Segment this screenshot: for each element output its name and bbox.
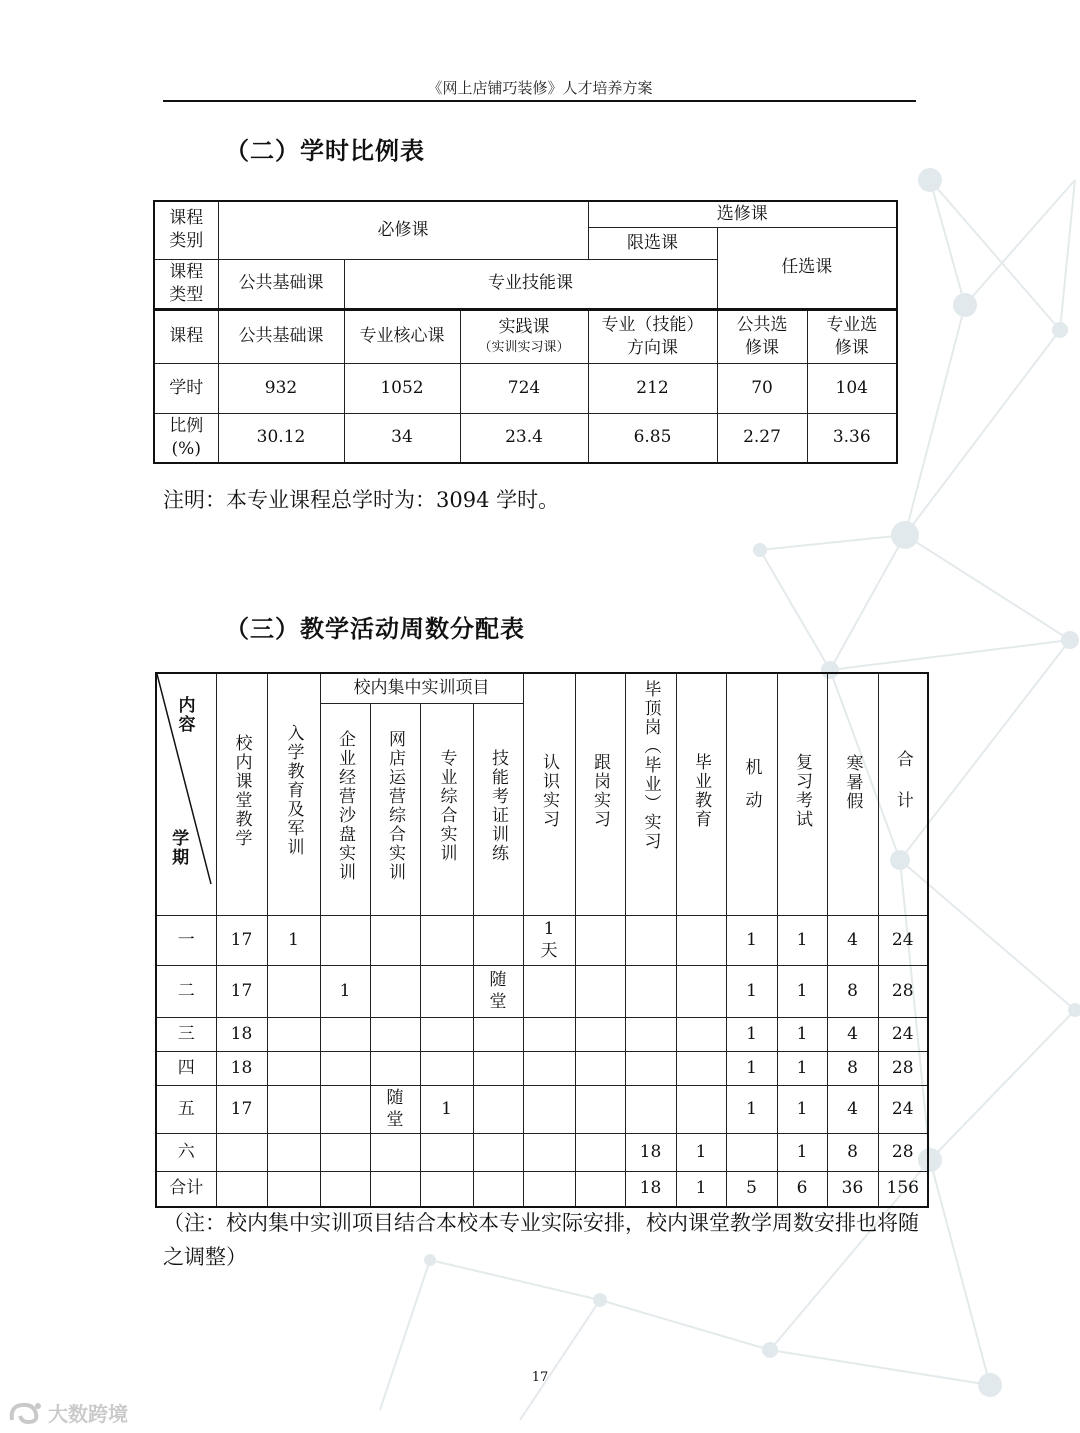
cell-skillcert [473,1171,523,1207]
cell-cognition [523,915,575,965]
cell-follow [575,1017,625,1051]
hours-value: 1052 [344,363,460,413]
hdr-skillcert [473,703,523,915]
cell-gradedu [676,965,726,1017]
cell-flex: 1 [726,1085,777,1133]
corner-cell [156,673,216,915]
cell-shop [370,965,420,1017]
cell-comprehensive [420,1017,473,1051]
cell-comprehensive [420,915,473,965]
hdr-follow-text: 跟岗实习 [590,752,611,829]
hdr-graduation-text: 毕顶岗（毕业）实习 [640,680,661,851]
hdr-vacation [827,673,878,915]
hdr-entry-text: 入学教育及军训 [283,724,304,858]
hdr-cognition-text: 认识实习 [539,752,560,829]
cell-exam: 1 [777,1133,827,1171]
hdr-sand [320,703,370,915]
category-label-cell [154,201,218,259]
page-number: 17 [531,1370,549,1385]
cell-classroom: 18 [216,1017,267,1051]
cell-entry [267,965,320,1017]
limited-elective-cell: 限选课 [588,227,717,259]
course-practice-subtitle: （实训实习课） [478,340,570,356]
corner-bottom-text: 学期 [168,828,189,867]
hdr-gradedu-text: 毕业教育 [691,752,712,829]
cell-classroom: 17 [216,1085,267,1133]
cell-comprehensive [420,1133,473,1171]
section2-title: （二）学时比例表 [225,136,425,165]
cell-comprehensive: 1 [420,1085,473,1133]
logo-text: 大数跨境 [48,1402,128,1426]
cell-classroom [216,1133,267,1171]
cell-classroom: 17 [216,965,267,1017]
weeks-row [156,1051,928,1085]
cell-shop [370,1017,420,1051]
cell-shop [370,915,420,965]
course-direction [588,309,717,363]
weeks-row [156,1171,928,1207]
hdr-entry [267,673,320,915]
cell-term: 二 [156,965,216,1017]
cell-follow [575,1133,625,1171]
cell-vacation: 8 [827,965,878,1017]
corner-top-text: 内容 [174,696,195,734]
corner-top-label [173,696,195,740]
cell-sand [320,1051,370,1085]
hdr-gradedu [676,673,726,915]
cell-flex: 1 [726,1017,777,1051]
cell-exam: 1 [777,1051,827,1085]
cell-shop [370,1085,420,1133]
weeks-row [156,1133,928,1171]
cell-entry [267,1017,320,1051]
cell-total: 24 [878,915,928,965]
cell-skillcert [473,965,523,1017]
hours-label-cell: 学时 [154,363,218,413]
cell-entry [267,1051,320,1085]
course-core: 专业核心课 [344,309,460,363]
weeks-row [156,1017,928,1051]
hdr-total-text: 合计 [892,749,913,832]
hdr-total [878,673,928,915]
cell-comprehensive [420,1171,473,1207]
cell-gradedu [676,1051,726,1085]
cell-exam: 1 [777,1017,827,1051]
cell-exam: 1 [777,1085,827,1133]
cell-entry [267,1171,320,1207]
cell-vacation: 36 [827,1171,878,1207]
hdr-classroom-text: 校内课堂教学 [231,733,252,848]
cell-shop [370,1133,420,1171]
course-public-elective [717,309,807,363]
cell-sand [320,1171,370,1207]
cell-term: 六 [156,1133,216,1171]
hdr-follow [575,673,625,915]
cell-gradedu [676,915,726,965]
cell-follow [575,1085,625,1133]
required-course-cell: 必修课 [218,201,588,259]
cell-graduation: 18 [625,1133,676,1171]
cell-sand: 1 [320,965,370,1017]
cell-term: 一 [156,915,216,965]
course-major-elective-text: 专业选修课 [826,314,878,358]
course-direction-text: 专业（技能）方向课 [601,314,704,358]
cell-gradedu: 1 [676,1171,726,1207]
course-practice-title: 实践课 [498,317,550,338]
hdr-exam [777,673,827,915]
cell-total: 28 [878,965,928,1017]
hdr-classroom [216,673,267,915]
cell-term: 五 [156,1085,216,1133]
hours-value: 70 [717,363,807,413]
hdr-shop-text: 网店运营综合实训 [385,729,406,882]
cell-graduation [625,1051,676,1085]
cell-sand [320,1017,370,1051]
optional-elective-cell: 任选课 [717,227,897,309]
course-practice [460,309,588,363]
weeks-table-body [156,915,928,1207]
cell-follow [575,965,625,1017]
cell-classroom: 17 [216,915,267,965]
cell-graduation: 18 [625,1171,676,1207]
cell-graduation [625,1017,676,1051]
cell-follow [575,915,625,965]
weeks-row [156,915,928,965]
cell-term: 合计 [156,1171,216,1207]
header-title: 《网上店铺巧装修》人才培养方案 [427,79,653,97]
cell-shop [370,1051,420,1085]
cell-total: 28 [878,1133,928,1171]
cell-term: 三 [156,1017,216,1051]
logo-icon [8,1400,42,1431]
watermark-logo [8,1398,128,1431]
hours-value: 724 [460,363,588,413]
hdr-comprehensive-text: 专业综合实训 [436,748,457,863]
cell-cognition [523,1171,575,1207]
elective-course-cell: 选修课 [588,201,897,227]
cell-exam: 1 [777,965,827,1017]
cell-skillcert [473,1085,523,1133]
section2-note: 注明：本专业课程总学时为：3094 学时。 [163,488,560,512]
cell-skillcert [473,915,523,965]
course-label-cell: 课程 [154,309,218,363]
cell-term: 四 [156,1051,216,1085]
cell-vacation: 8 [827,1133,878,1171]
cell-graduation [625,915,676,965]
cell-exam: 1 [777,915,827,965]
cell-cognition [523,965,575,1017]
cell-gradedu: 1 [676,1133,726,1171]
cell-shop-text: 随堂 [386,1087,404,1130]
hdr-vacation-text: 寒暑假 [842,754,863,811]
cell-vacation: 4 [827,1017,878,1051]
cell-skillcert [473,1017,523,1051]
section3-note: （注：校内集中实训项目结合本校本专业实际安排，校内课堂教学周数安排也将随之调整） [163,1211,919,1269]
hdr-group: 校内集中实训项目 [320,673,523,703]
ratio-value: 6.85 [588,413,717,463]
hdr-flex [726,673,777,915]
cell-vacation: 8 [827,1051,878,1085]
course-public-elective-text: 公共选修课 [736,314,788,358]
cell-flex [726,1133,777,1171]
cell-flex: 1 [726,1051,777,1085]
cell-flex: 5 [726,1171,777,1207]
hours-value: 212 [588,363,717,413]
cell-total: 156 [878,1171,928,1207]
cell-flex: 1 [726,915,777,965]
cell-entry: 1 [267,915,320,965]
cell-shop [370,1171,420,1207]
public-basic-type-cell: 公共基础课 [218,259,344,309]
skill-type-cell: 专业技能课 [344,259,717,309]
cell-comprehensive [420,1051,473,1085]
hdr-sand-text: 企业经营沙盘实训 [335,729,356,882]
cell-cognition [523,1017,575,1051]
hours-value: 932 [218,363,344,413]
cell-follow [575,1171,625,1207]
ratio-label: 比例(%) [169,415,204,459]
category-label: 课程类别 [169,208,204,252]
cell-sand [320,1085,370,1133]
hdr-skillcert-text: 技能考证训练 [488,748,509,863]
course-public-basic: 公共基础课 [218,309,344,363]
weeks-row [156,1085,928,1133]
section3-title: （三）教学活动周数分配表 [225,614,525,643]
cell-total: 24 [878,1085,928,1133]
hdr-comprehensive [420,703,473,915]
cell-graduation [625,965,676,1017]
cell-vacation: 4 [827,915,878,965]
hdr-shop [370,703,420,915]
cell-gradedu [676,1017,726,1051]
type-label: 课程类型 [169,261,204,305]
cell-total: 28 [878,1051,928,1085]
credit-hours-table [153,200,898,464]
cell-skillcert [473,1051,523,1085]
cell-sand [320,1133,370,1171]
ratio-value: 34 [344,413,460,463]
cell-total: 24 [878,1017,928,1051]
ratio-value: 30.12 [218,413,344,463]
hdr-cognition [523,673,575,915]
hdr-exam-text: 复习考试 [792,752,813,829]
cell-cognition [523,1085,575,1133]
type-label-cell [154,259,218,309]
cell-skillcert [473,1133,523,1171]
cell-flex: 1 [726,965,777,1017]
cell-classroom [216,1171,267,1207]
cell-graduation [625,1085,676,1133]
cell-follow [575,1051,625,1085]
course-major-elective [807,309,897,363]
teaching-weeks-table [155,672,929,1208]
cell-entry [267,1133,320,1171]
header-rule [163,100,916,102]
cell-cognition [523,1133,575,1171]
hdr-flex-text: 机动 [741,757,762,824]
weeks-row [156,965,928,1017]
ratio-label-cell [154,413,218,463]
hdr-graduation [625,673,676,915]
cell-sand [320,915,370,965]
cell-exam: 6 [777,1171,827,1207]
cell-cognition [523,1051,575,1085]
ratio-value: 3.36 [807,413,897,463]
ratio-value: 23.4 [460,413,588,463]
hours-value: 104 [807,363,897,413]
cell-entry [267,1085,320,1133]
cell-cognition-text: 1天 [540,918,558,961]
cell-classroom: 18 [216,1051,267,1085]
ratio-value: 2.27 [717,413,807,463]
cell-vacation: 4 [827,1085,878,1133]
corner-bottom-label [167,829,189,875]
cell-gradedu [676,1085,726,1133]
cell-skillcert-text: 随堂 [489,969,507,1012]
cell-comprehensive [420,965,473,1017]
